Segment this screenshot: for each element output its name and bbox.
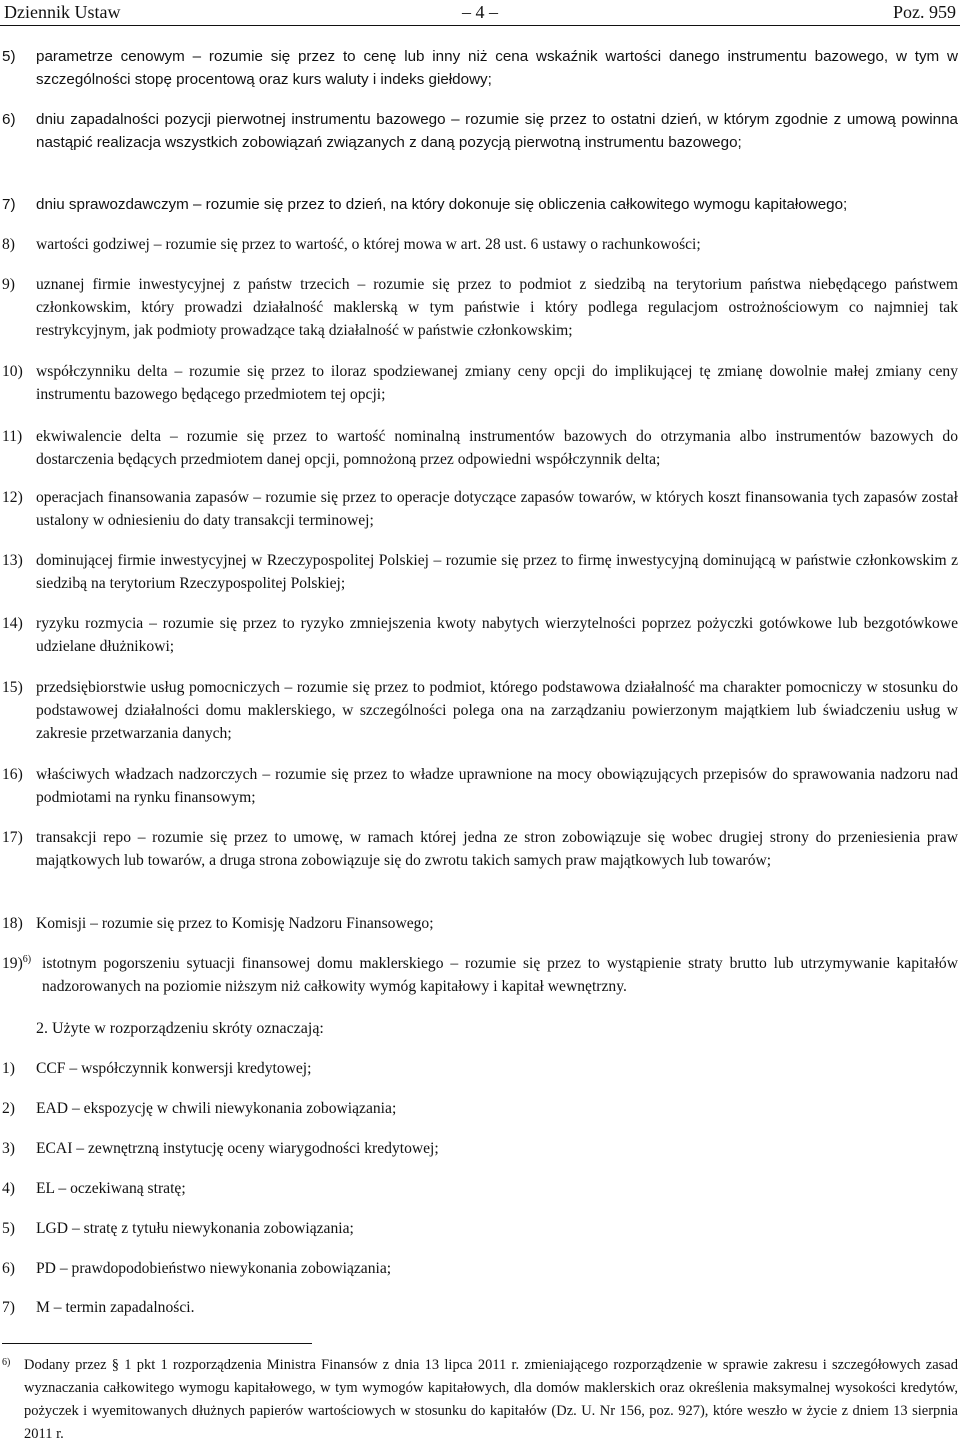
item-text: dniu zapadalności pozycji pierwotnej instrumentu bazowego – rozumie się przez to ostatni dzień, w którym zgodnie z umową powinna nastąpić realizacja wszystkich zobowiązań związanych z daną pozycją pierwotną instrumentu bazowego; [36,111,958,151]
item-number: 7) [2,196,16,213]
item-text: M – termin zapadalności. [36,1299,195,1316]
item-number: 6) [2,1260,15,1277]
header-rule [0,25,960,26]
item-text: dominującej firmie inwestycyjnej w Rzeczypospolitej Polskiej – rozumie się przez to firmę inwestycyjną dominującą w państwie członkowskim z siedzibą na terytorium Rzeczypospolitej Polskiej; [36,552,958,592]
item-text: EAD – ekspozycję w chwili niewykonania zobowiązania; [36,1100,397,1117]
list-item [2,193,958,216]
item-number: 4) [2,1180,15,1197]
list-item [2,233,958,256]
page-number: – 4 – [462,2,498,22]
item-text: uznanej firmie inwestycyjnej z państw trzecich – rozumie się przez to podmiot z siedzibą na terytorium państwa niebędącego państwem członkowskim, który prowadzi działalność maklerską w tym państwie i który podlega regulacjom ostrożnościowym co najmniej tak restrykcyjnym, jak podmioty prowadzące taką działalność w państwie członkowskim; [36,276,958,339]
item-text: wartości godziwej – rozumie się przez to wartość, o której mowa w art. 28 ust. 6 ustawy o rachunkowości; [36,236,701,253]
item-number: 9) [2,276,15,293]
list-item [2,952,958,998]
list-item [2,612,958,658]
list-item [2,1217,958,1240]
list-item [2,912,958,935]
page-header [2,0,958,26]
journal-name: Dziennik Ustaw [4,2,121,22]
item-text: EL – oczekiwaną stratę; [36,1180,186,1197]
list-item [2,1137,958,1160]
item-number: 17) [2,829,23,846]
footnote-reference: 6) [22,953,32,965]
list-item [2,1296,958,1319]
item-text: parametrze cenowym – rozumie się przez to cenę lub inny niż cena wskaźnik wartości danego instrumentu bazowego, w tym w szczególności stopę procentową oraz kurs waluty i indeks giełdowy; [36,48,958,88]
item-text: istotnym pogorszeniu sytuacji finansowej domu maklerskiego – rozumie się przez to wystąpienie straty brutto lub utrzymywanie kapitałów nadzorowanych na poziomie niższym niż całkowity wymóg kapitałowy i kapitał wewnętrzny. [42,955,958,995]
list-item [2,549,958,595]
list-item [2,486,958,532]
item-text: ECAI – zewnętrzną instytucję oceny wiarygodności kredytowej; [36,1140,439,1157]
list-item [2,763,958,809]
footnote-rule [2,1343,312,1344]
item-number: 6) [2,111,16,128]
list-item [2,826,958,872]
list-item [2,425,958,471]
item-number: 7) [2,1299,15,1316]
list-item [2,45,958,91]
list-item [2,1097,958,1120]
list-item [2,108,958,154]
item-text: operacjach finansowania zapasów – rozumie się przez to operacje dotyczące zapasów towarów, w których koszt finansowania tych zapasów został ustalony w odniesieniu do daty transakcji terminowej; [36,489,958,529]
footnote [0,1354,958,1446]
item-number: 2) [2,1100,15,1117]
item-text: współczynniku delta – rozumie się przez to iloraz spodziewanej zmiany ceny opcji do implikującej tę zmianę dowolnie małej zmiany ceny instrumentu bazowego będącego przedmiotem tej opcji; [36,363,958,403]
item-number: 12) [2,489,23,506]
item-number: 11) [2,428,23,445]
footnote-mark: 6) [2,1357,11,1368]
item-number: 5) [2,48,16,65]
footnote-text: Dodany przez § 1 pkt 1 rozporządzenia Ministra Finansów z dnia 13 lipca 2011 r. zmieniającego rozporządzenie w sprawie zakresu i szczegółowych zasad wyznaczania całkowitego wymogu kapitałowego, w tym wymogów kapitałowych, dla domów maklerskich oraz określenia maksymalnej wysokości kredytów, pożyczek i wyemitowanych dłużnych papierów wartościowych w stosunku do kapitałów (Dz. U. Nr 156, poz. 927), które weszło w życie z dniem 13 sierpnia 2011 r. [24,1357,958,1442]
item-text: właściwych władzach nadzorczych – rozumie się przez to władze uprawnione na mocy obowiązujących przepisów do sprawowania nadzoru nad podmiotami na rynku finansowym; [36,766,958,806]
section-heading: 2. Użyte w rozporządzeniu skróty oznaczają: [36,1020,324,1037]
item-number: 13) [2,552,23,569]
list-item [2,1257,958,1280]
item-text: Komisji – rozumie się przez to Komisję Nadzoru Finansowego; [36,915,434,932]
item-text: PD – prawdopodobieństwo niewykonania zobowiązania; [36,1260,392,1277]
item-number: 16) [2,766,23,783]
item-text: LGD – stratę z tytułu niewykonania zobowiązania; [36,1220,354,1237]
list-item [2,360,958,406]
item-text: transakcji repo – rozumie się przez to umowę, w ramach której jedna ze stron zobowiązuje się wobec drugiej strony do przeniesienia praw majątkowych lub towarów, a druga strona zobowiązuje się do zwrotu takich samych praw majątkowych lub towarów; [36,829,958,869]
list-item [2,273,958,342]
item-number: 19) [2,955,23,972]
position-number: Poz. 959 [893,2,956,22]
list-item [2,1177,958,1200]
item-text: ryzyku rozmycia – rozumie się przez to ryzyko zmniejszenia kwoty nabytych wierzytelności poprzez pożyczki gotówkowe lub bezgotówkowe udzielane dłużnikowi; [36,615,958,655]
item-number: 10) [2,363,23,380]
item-text: ekwiwalencie delta – rozumie się przez to wartość nominalną instrumentów bazowych do otrzymania albo instrumentów bazowych do dostarczenia będących przedmiotem danej opcji, pomnożoną przez odpowiedni współczynnik delta; [36,428,958,468]
item-number: 14) [2,615,23,632]
item-number: 15) [2,679,23,696]
item-number: 1) [2,1060,15,1077]
list-item [2,676,958,745]
item-text: przedsiębiorstwie usług pomocniczych – rozumie się przez to podmiot, którego podstawowa działalność ma charakter pomocniczy w stosunku do podstawowej działalności domu maklerskiego, w szczególności polega ona na zarządzaniu powierzonym majątkiem lub świadczeniu usług w zakresie przetwarzania danych; [36,679,958,742]
item-number: 8) [2,236,15,253]
item-text: CCF – współczynnik konwersji kredytowej; [36,1060,312,1077]
item-number: 5) [2,1220,15,1237]
item-number: 18) [2,915,23,932]
item-text: dniu sprawozdawczym – rozumie się przez to dzień, na który dokonuje się obliczenia całkowitego wymogu kapitałowego; [36,196,848,213]
item-number: 3) [2,1140,15,1157]
list-item [2,1057,958,1080]
